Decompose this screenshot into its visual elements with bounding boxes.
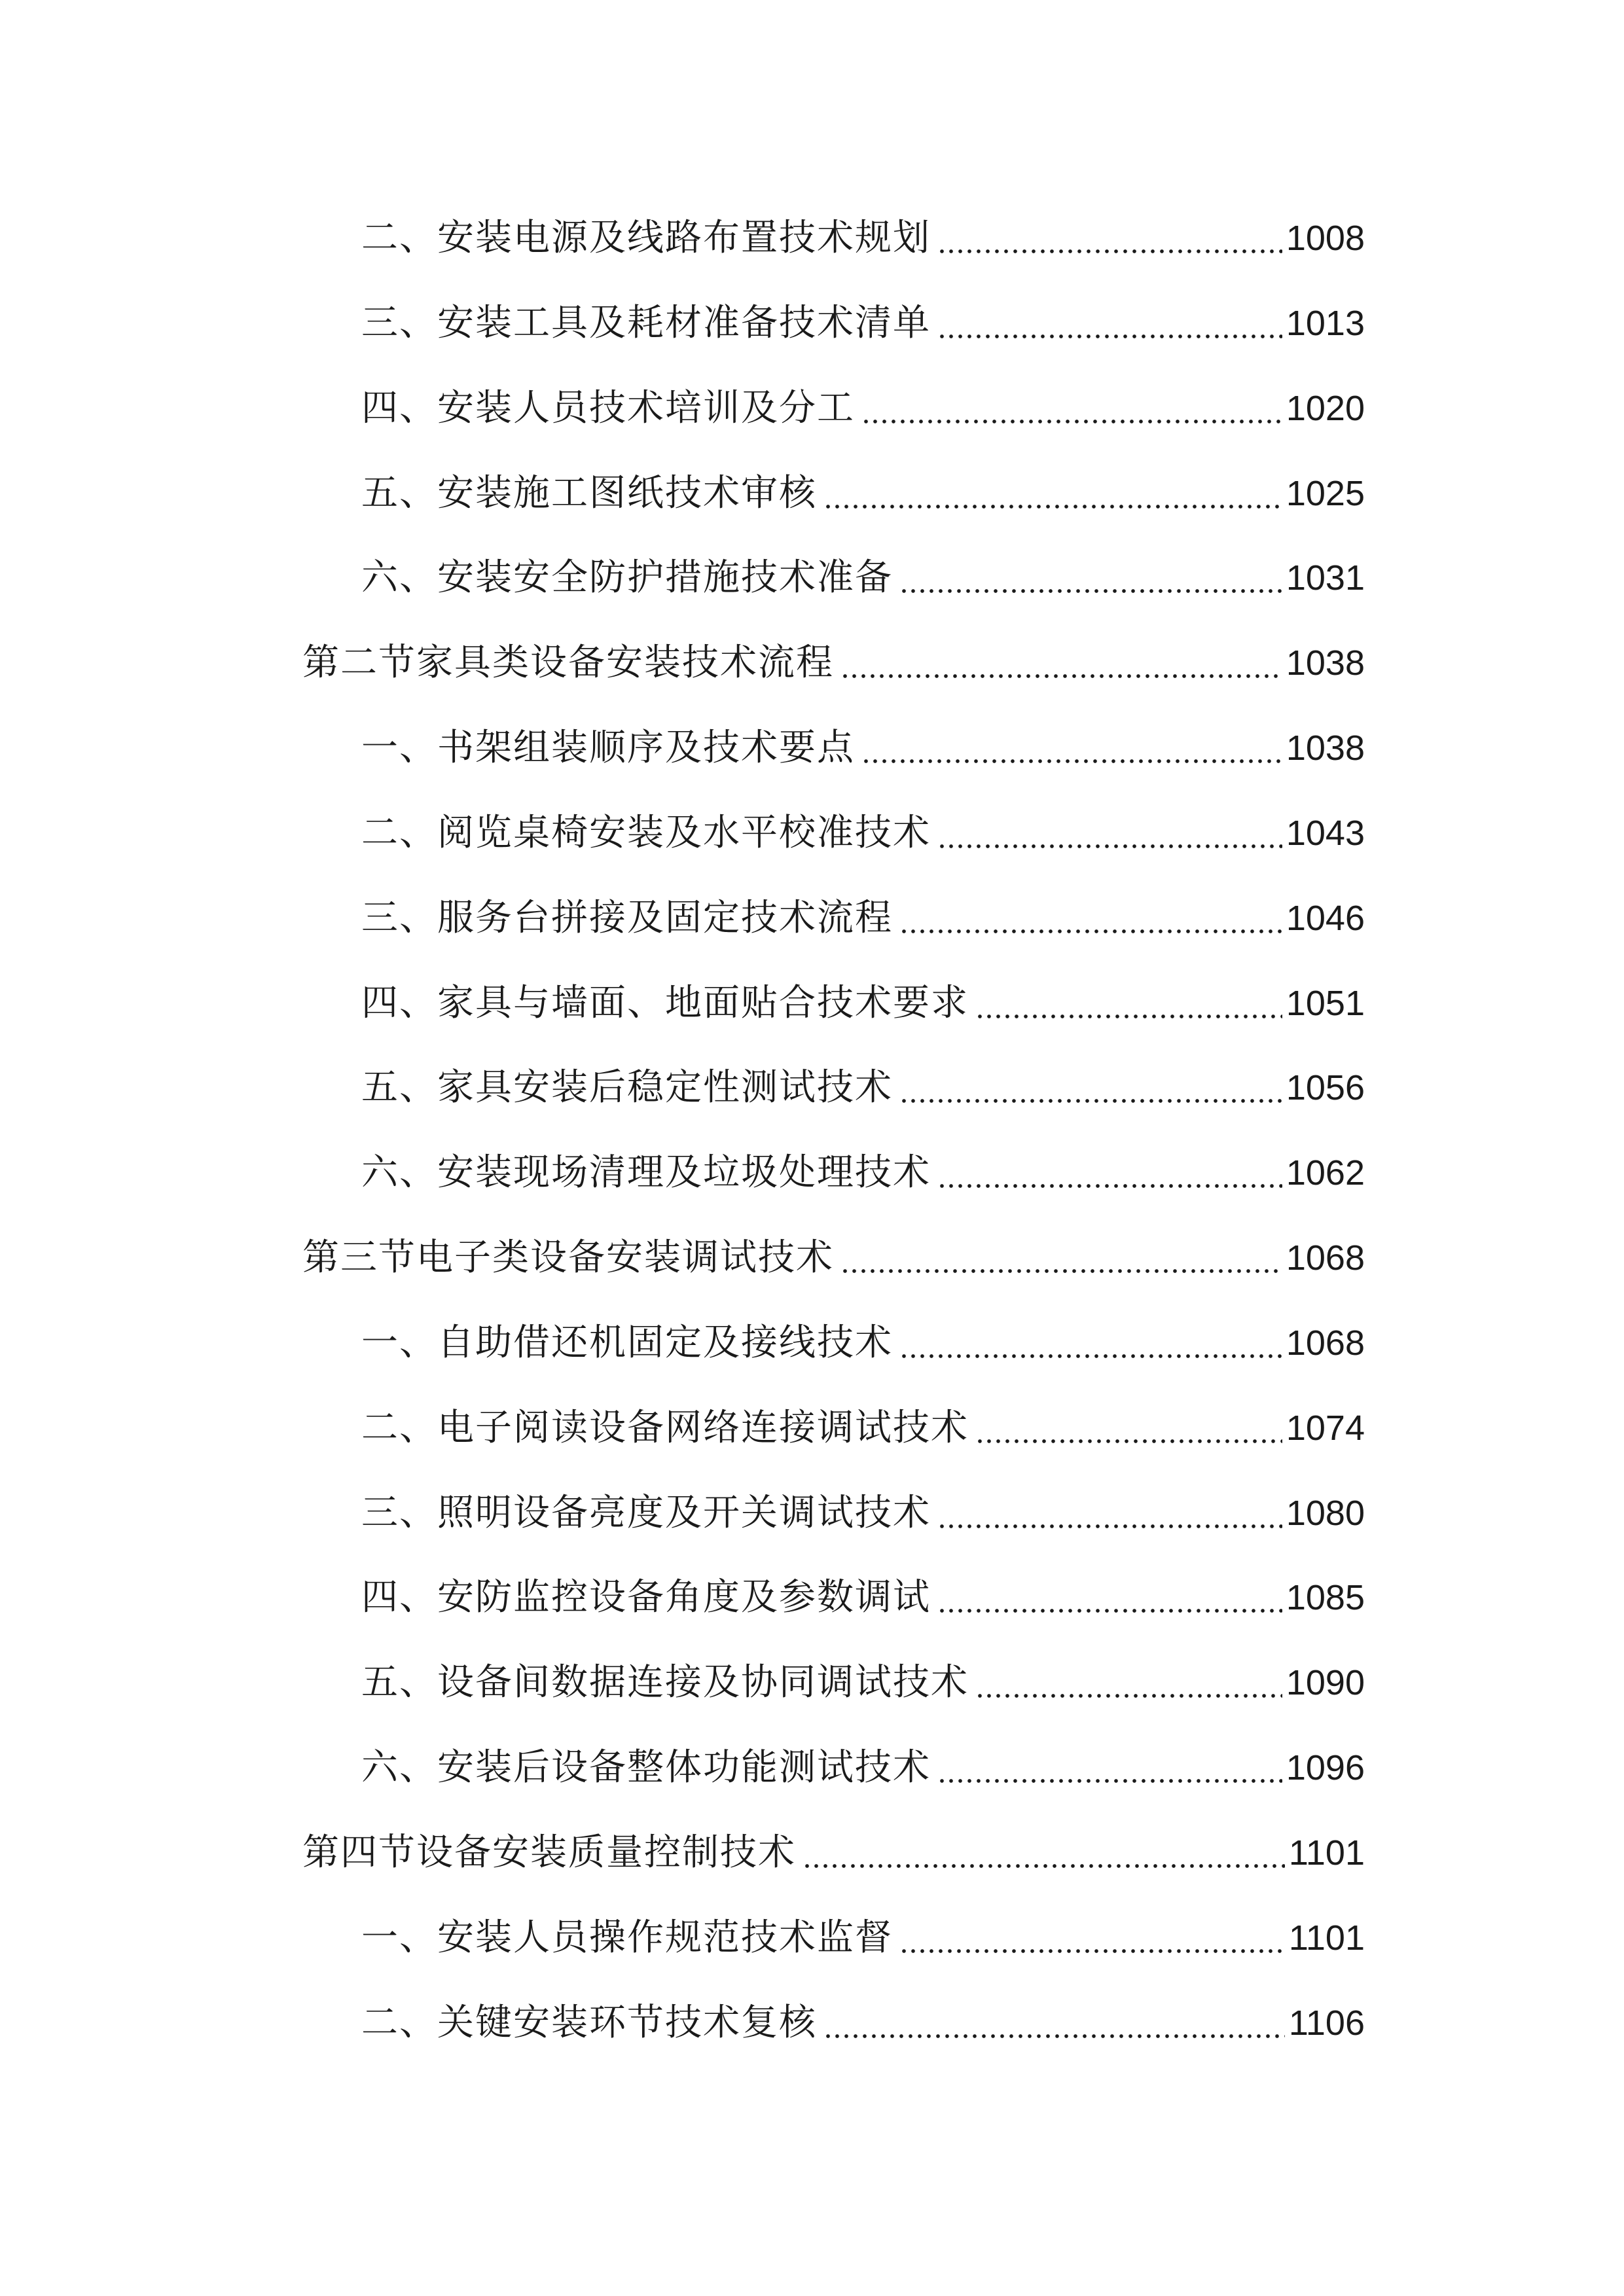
- toc-entry[interactable]: [302, 717, 1365, 780]
- toc-entry-label: 一、自助借还机固定及接线技术: [361, 1321, 893, 1364]
- toc-entry[interactable]: [302, 292, 1365, 355]
- toc-page-number: 1008: [1286, 219, 1365, 258]
- toc-entry[interactable]: [302, 1312, 1365, 1374]
- toc-page-number: 1068: [1286, 1323, 1365, 1363]
- dot-leader: [937, 1608, 1282, 1613]
- toc-entry-label: 三、照明设备亮度及开关调试技术: [361, 1492, 931, 1534]
- dot-leader: [937, 1524, 1282, 1529]
- toc-entry-label: 六、安装安全防护措施技术准备: [361, 556, 893, 599]
- toc-entry-label: 五、设备间数据连接及协同调试技术: [361, 1661, 969, 1704]
- toc-page-number: 1038: [1286, 643, 1365, 683]
- toc-entry[interactable]: [302, 887, 1365, 950]
- toc-page-number: 1038: [1286, 728, 1365, 768]
- toc-page-number: 1101: [1288, 1918, 1365, 1958]
- toc-page-number: 1020: [1286, 389, 1365, 428]
- toc-page-number: 1013: [1286, 304, 1365, 343]
- toc-entry[interactable]: [302, 377, 1365, 440]
- toc-entry[interactable]: [302, 972, 1365, 1035]
- toc-section-entry[interactable]: [302, 1821, 1365, 1884]
- toc-entry-label: 三、服务台拼接及固定技术流程: [361, 897, 893, 939]
- toc-page-number: 1062: [1286, 1153, 1365, 1193]
- toc-page-number: 1043: [1286, 814, 1365, 853]
- toc-page-number: 1101: [1288, 1833, 1365, 1873]
- dot-leader: [823, 2034, 1285, 2039]
- toc-page-number: 1085: [1286, 1578, 1365, 1617]
- toc-page-number: 1056: [1286, 1068, 1365, 1107]
- toc-entry[interactable]: [302, 1056, 1365, 1119]
- toc-entry-label: 四、家具与墙面、地面贴合技术要求: [361, 982, 969, 1024]
- toc-entry-label: 二、阅览桌椅安装及水平校准技术: [361, 812, 931, 854]
- toc-entry[interactable]: [302, 547, 1365, 609]
- toc-entry-label: 三、安装工具及耗材准备技术清单: [361, 302, 931, 344]
- dot-leader: [899, 1354, 1282, 1359]
- dot-leader: [840, 673, 1282, 679]
- toc-page-number: 1106: [1288, 2003, 1365, 2043]
- toc-entry-label: 六、安装后设备整体功能测试技术: [361, 1746, 931, 1789]
- toc-page-number: 1090: [1286, 1663, 1365, 1702]
- dot-leader: [840, 1268, 1282, 1274]
- toc-section-entry[interactable]: [302, 632, 1365, 694]
- dot-leader: [899, 588, 1282, 594]
- dot-leader: [899, 929, 1282, 934]
- toc-page-number: 1080: [1286, 1494, 1365, 1533]
- toc-page-number: 1046: [1286, 899, 1365, 938]
- toc-entry-label: 四、安防监控设备角度及参数调试: [361, 1576, 931, 1619]
- dot-leader: [937, 844, 1282, 849]
- dot-leader: [975, 1439, 1282, 1444]
- toc-page-number: 1096: [1286, 1748, 1365, 1787]
- dot-leader: [937, 334, 1282, 339]
- dot-leader: [861, 419, 1282, 424]
- toc-entry-label: 第四节设备安装质量控制技术: [302, 1831, 796, 1874]
- toc-entry[interactable]: [302, 1907, 1365, 1969]
- toc-section-entry[interactable]: [302, 1227, 1365, 1289]
- dot-leader: [823, 504, 1282, 509]
- toc-entry-label: 二、关键安装环节技术复核: [361, 2001, 817, 2044]
- toc-page-number: 1025: [1286, 474, 1365, 513]
- toc-page-number: 1051: [1286, 984, 1365, 1023]
- toc-entry-label: 一、安装人员操作规范技术监督: [361, 1916, 893, 1959]
- dot-leader: [899, 1948, 1285, 1954]
- dot-leader: [937, 249, 1282, 254]
- toc-page-number: 1068: [1286, 1238, 1365, 1278]
- toc-entry-label: 二、安装电源及线路布置技术规划: [361, 217, 931, 259]
- toc-page-number: 1074: [1286, 1408, 1365, 1448]
- dot-leader: [975, 1014, 1282, 1019]
- toc-entry-label: 五、家具安装后稳定性测试技术: [361, 1066, 893, 1109]
- dot-leader: [861, 759, 1282, 764]
- toc-entry[interactable]: [302, 1736, 1365, 1799]
- toc-entry-label: 一、书架组装顺序及技术要点: [361, 726, 855, 769]
- toc-entry-label: 四、安装人员技术培训及分工: [361, 387, 855, 429]
- toc-entry[interactable]: [302, 1566, 1365, 1629]
- toc-entry-label: 二、电子阅读设备网络连接调试技术: [361, 1407, 969, 1449]
- toc-entry[interactable]: [302, 462, 1365, 525]
- dot-leader: [937, 1778, 1282, 1784]
- dot-leader: [975, 1693, 1282, 1698]
- toc-entry[interactable]: [302, 802, 1365, 865]
- toc-entry[interactable]: [302, 207, 1365, 270]
- toc-entry[interactable]: [302, 1397, 1365, 1460]
- toc-entry[interactable]: [302, 1482, 1365, 1545]
- dot-leader: [899, 1098, 1282, 1103]
- dot-leader: [803, 1863, 1285, 1869]
- toc-entry[interactable]: [302, 1651, 1365, 1714]
- toc-entry-label: 六、安装现场清理及垃圾处理技术: [361, 1151, 931, 1194]
- toc-entry-label: 五、安装施工图纸技术审核: [361, 472, 817, 514]
- toc-entry-label: 第三节电子类设备安装调试技术: [302, 1236, 834, 1279]
- toc-page-number: 1031: [1286, 558, 1365, 598]
- toc-entry[interactable]: [302, 1141, 1365, 1204]
- toc-entry[interactable]: [302, 1992, 1365, 2054]
- dot-leader: [937, 1183, 1282, 1189]
- toc-entry-label: 第二节家具类设备安装技术流程: [302, 641, 834, 684]
